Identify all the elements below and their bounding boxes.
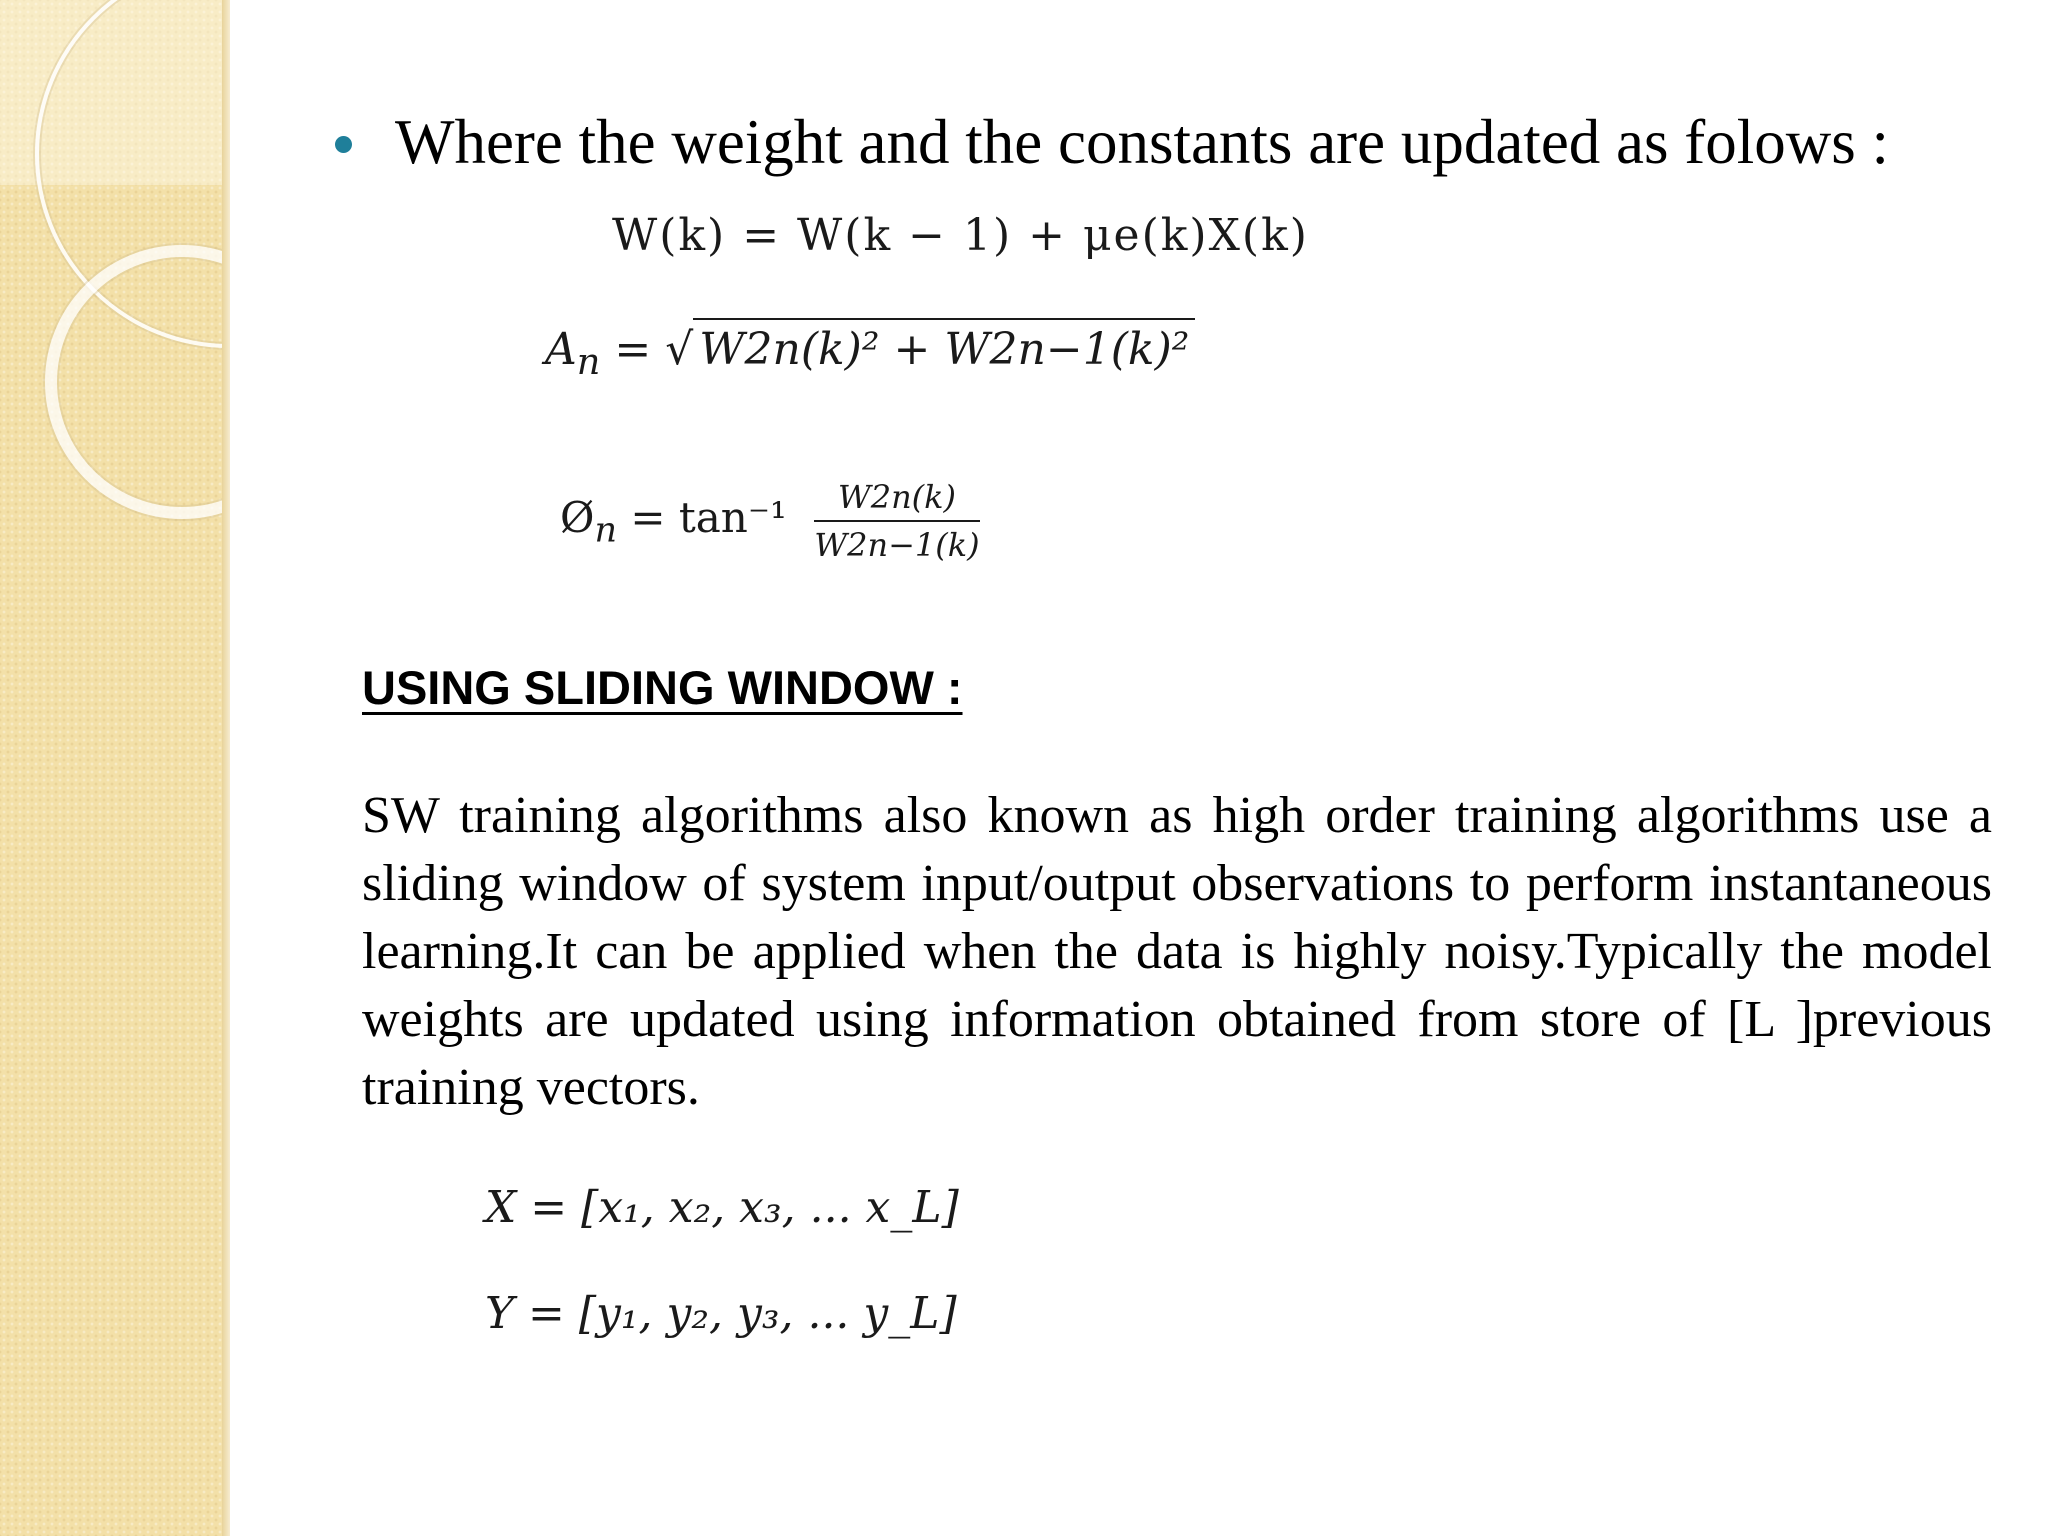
- formula-y-vector: Y = [y₁, y₂, y₃, ... y_L]: [485, 1288, 957, 1339]
- phase-denominator: W2n−1(k): [814, 526, 980, 564]
- phase-lhs-sub: n: [594, 510, 617, 551]
- amplitude-lhs: A: [545, 324, 577, 375]
- section-paragraph: SW training algorithms also known as high order training algorithms use a sliding window of system input/output observations to perform instantaneous learning.It can be applied when the data is highly noisy.Typically the model weights are updated using information obtained from store of [L ]previous training vectors.: [362, 787, 1992, 1116]
- formula-amplitude: $A_n$ = √ W2n(k)² + W2n−1(k)²: [545, 318, 1195, 383]
- amplitude-lhs-sub: n: [576, 339, 601, 383]
- phase-fraction: [814, 478, 979, 564]
- bullet-dot-icon: [335, 136, 352, 153]
- bullet-text: Where the weight and the constants are updated as folows :: [395, 107, 1890, 177]
- formula-weight-update: W(k) = W(k − 1) + μe(k)X(k): [612, 210, 1309, 261]
- formula-x-vector: X = [x₁, x₂, x₃, ... x_L]: [485, 1182, 959, 1233]
- formula-phase: $Ø_n = \tan^{-1}$ $\frac{W2n(k)}{W2n-1(k)}$: [560, 478, 980, 564]
- amplitude-radicand: W2n(k)² + W2n−1(k)²: [693, 318, 1195, 375]
- section-heading: USING SLIDING WINDOW :: [362, 661, 963, 714]
- sqrt-expression: √ W2n(k)² + W2n−1(k)²: [665, 318, 1195, 375]
- phase-function: tan⁻¹: [678, 493, 787, 542]
- phase-numerator: W2n(k): [814, 478, 979, 522]
- phase-lhs: Ø: [560, 493, 595, 542]
